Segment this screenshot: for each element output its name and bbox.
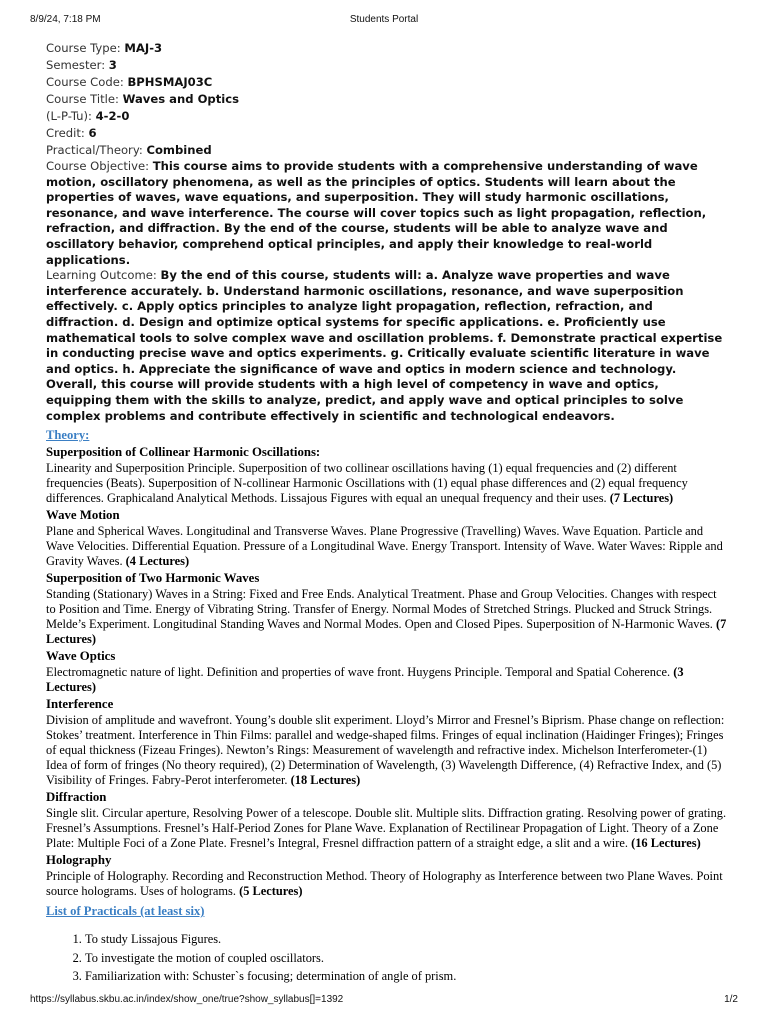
course-code-value: BPHSMAJ03C: [127, 75, 213, 89]
practical-theory-line: [46, 142, 728, 159]
course-code-line: [46, 74, 728, 91]
theory-topic: [46, 648, 728, 695]
syllabus-content: [46, 40, 728, 986]
print-page-number: 1/2: [724, 994, 738, 1005]
practicals-link[interactable]: List of Practicals (at least six): [46, 904, 205, 919]
semester-line: [46, 57, 728, 74]
print-header: [30, 14, 738, 30]
ltp-line: [46, 108, 728, 125]
semester-value: 3: [108, 58, 117, 72]
course-type-value: MAJ-3: [124, 41, 163, 55]
practical-theory-label: Practical/Theory:: [46, 143, 147, 157]
topic-heading: Holography: [46, 853, 112, 868]
lecture-count: (7 Lectures): [46, 617, 727, 647]
topic-text: Electromagnetic nature of light. Definition and properties of wave front. Huygens Principle. Temporal and Spatial Coherence.: [46, 665, 671, 680]
learning-outcome-label: Learning Outcome:: [46, 268, 161, 283]
lecture-count: (16 Lectures): [631, 836, 701, 851]
topic-body: [46, 713, 728, 788]
print-url: https://syllabus.skbu.ac.in/index/show_one/true?show_syllabus[]=1392: [30, 994, 344, 1005]
topic-heading: Wave Optics: [46, 649, 116, 664]
learning-outcome: [46, 268, 728, 424]
lecture-count: (5 Lectures): [239, 884, 303, 899]
topic-text: Principle of Holography. Recording and Reconstruction Method. Theory of Holography as Interference between two Plane Waves. Point source holograms. Uses of holograms.: [46, 869, 723, 899]
ltp-value: 4-2-0: [95, 109, 130, 123]
topic-body: [46, 806, 728, 851]
theory-topic: [46, 696, 728, 788]
theory-topic: [46, 507, 728, 569]
practical-item: 2. To investigate the motion of coupled oscillators.: [85, 949, 728, 968]
credit-value: 6: [88, 126, 97, 140]
lecture-count: (18 Lectures): [290, 773, 361, 788]
topic-body: [46, 587, 728, 647]
topic-body: [46, 665, 728, 695]
credit-label: Credit:: [46, 126, 89, 140]
practical-theory-value: Combined: [146, 143, 212, 157]
course-code-label: Course Code:: [46, 75, 128, 89]
theory-topic: [46, 789, 728, 851]
lecture-count: (3 Lectures): [46, 665, 684, 695]
topic-body: [46, 524, 728, 569]
course-title-line: [46, 91, 728, 108]
course-type-line: [46, 40, 728, 57]
semester-label: Semester:: [46, 58, 109, 72]
theory-topic: [46, 444, 728, 506]
topic-text: Plane and Spherical Waves. Longitudinal and Transverse Waves. Plane Progressive (Travelling) Waves. Wave Equation. Particle and Wave Velocities. Differential Equation. Pressure of a Longitudinal Wave. Energy Transport. Intensity of Wave. Water Waves: Ripple and Gravity Waves.: [46, 524, 723, 569]
practical-item: 3. Familiarization with: Schuster`s focusing; determination of angle of prism.: [85, 967, 728, 986]
course-objective: [46, 159, 728, 268]
print-page-title: Students Portal: [349, 14, 419, 25]
topic-heading: Superposition of Two Harmonic Waves: [46, 571, 260, 586]
theory-topic: [46, 570, 728, 647]
course-type-label: Course Type:: [46, 41, 125, 55]
lecture-count: (4 Lectures): [125, 554, 190, 569]
ltp-label: (L-P-Tu):: [46, 109, 96, 123]
print-footer: [30, 994, 738, 1010]
lecture-count: (7 Lectures): [609, 491, 674, 506]
theory-link[interactable]: Theory:: [46, 428, 90, 443]
practical-item: 1. To study Lissajous Figures.: [85, 930, 728, 949]
print-datetime: 8/9/24, 7:18 PM: [30, 14, 101, 25]
topic-body: [46, 461, 728, 506]
theory-topic: [46, 852, 728, 899]
course-objective-text: This course aims to provide students with a comprehensive understanding of wave motion, oscillatory phenomena, as well as the principles of optics. Students will learn about the properties of waves, wave equations, and superposition. They will study harmonic oscillations, resonance, and wave interference. The course will cover topics such as light propagation, reflection, refraction, and diffraction. By the end of the course, students will be able to analyze wave and oscillatory behavior, comprehend optical principles, and apply their knowledge to real-world applications.: [46, 159, 707, 267]
course-title-label: Course Title:: [46, 92, 123, 106]
credit-line: [46, 125, 728, 142]
topic-heading: Superposition of Collinear Harmonic Oscillations:: [46, 445, 321, 460]
course-objective-label: Course Objective:: [46, 159, 153, 173]
topic-text: Division of amplitude and wavefront. Young’s double slit experiment. Lloyd’s Mirror and Fresnel’s Biprism. Phase change on reflection: Stokes’ treatment. Interference in Thin Films: parallel and wedge-shaped films. Fringes of equal inclination (Haidinger Fringes); Fringes of equal thickness (Fizeau Fringes). Newton’s Rings: Measurement of wavelength and refractive index. Michelson Interferometer-(1) Idea of form of fringes (No theory required), (2) Determination of Wavelength, (3) Wavelength Difference, (4) Refractive Index, and (5) Visibility of Fringes. Fabry-Perot interferometer.: [46, 713, 725, 788]
topic-body: [46, 869, 728, 899]
topic-heading: Diffraction: [46, 790, 107, 805]
learning-outcome-text: By the end of this course, students will: a. Analyze wave properties and wave interference accurately. b. Understand harmonic oscillations, resonance, and wave superposition effectively. c. Apply optics principles to analyze light propagation, reflection, refraction, and diffraction. d. Design and optimize optical systems for specific applications. e. Proficiently use mathematical tools to solve complex wave and oscillation problems. f. Demonstrate practical expertise in conducting precise wave and optics experiments. g. Critically evaluate scientific literature in wave and optics. h. Appreciate the significance of wave and optics in modern science and technology. Overall, this course will provide students with a high level of competency in wave and optics, equipping them with the skills to analyze, predict, and apply wave and optical principles to solve complex problems and contribute effectively in scientific and technological endeavors.: [46, 268, 723, 423]
topic-heading: Wave Motion: [46, 508, 120, 523]
practicals-list: [46, 930, 728, 986]
topic-text: Standing (Stationary) Waves in a String: Fixed and Free Ends. Analytical Treatment. Phase and Group Velocities. Changes with respect to Position and Time. Energy of Vibrating String. Transfer of Energy. Normal Modes of Stretched Strings. Plucked and Struck Strings. Melde’s Experiment. Longitudinal Standing Waves and Normal Modes. Open and Closed Pipes. Superposition of N-Harmonic Waves.: [46, 587, 717, 632]
topic-text: Single slit. Circular aperture, Resolving Power of a telescope. Double slit. Multiple slits. Diffraction grating. Resolving power of grating. Fresnel’s Assumptions. Fresnel’s Half-Period Zones for Plane Wave. Explanation of Rectilinear Propagation of Light. Theory of a Zone Plate: Multiple Foci of a Zone Plate. Fresnel’s Integral, Fresnel diffraction pattern of a straight edge, a slit and a wire.: [46, 806, 727, 851]
topic-text: Linearity and Superposition Principle. Superposition of two collinear oscillations having (1) equal frequencies and (2) different frequencies (Beats). Superposition of N-collinear Harmonic Oscillations with (1) equal phase differences and (2) equal frequency differences. Graphicaland Analytical Methods. Lissajous Figures with equal an unequal frequency and their uses.: [46, 461, 688, 506]
course-title-value: Waves and Optics: [122, 92, 240, 106]
topic-heading: Interference: [46, 697, 114, 712]
